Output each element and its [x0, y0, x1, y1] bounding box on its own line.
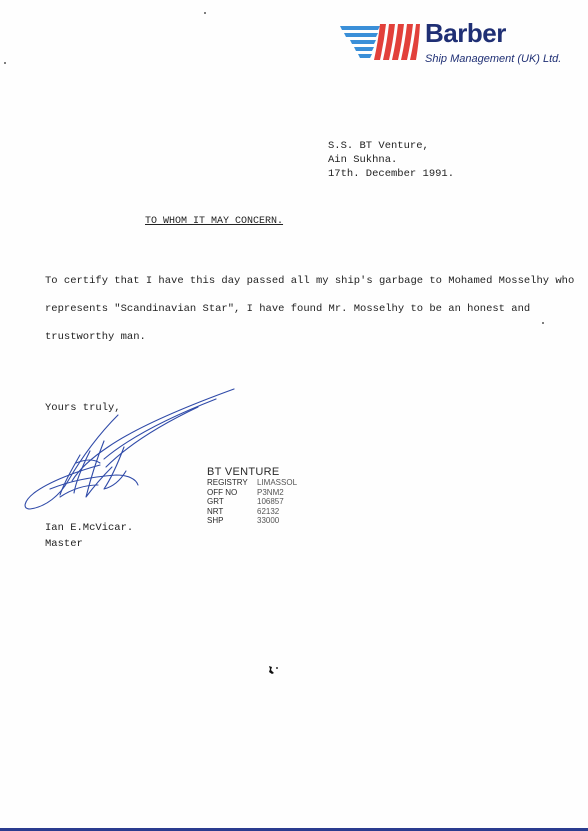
stamp-row — [207, 516, 297, 526]
address-line-location: Ain Sukhna. — [328, 154, 398, 166]
stamp-label: GRT — [207, 497, 224, 506]
paper-speck — [4, 62, 6, 64]
address-line-ship: S.S. BT Venture, — [328, 140, 429, 152]
ink-blot — [266, 664, 280, 676]
stamp-title: BT VENTURE — [207, 466, 280, 478]
stamp-label: SHP — [207, 516, 224, 525]
letter-heading: TO WHOM IT MAY CONCERN. — [145, 216, 284, 227]
body-line-1: To certify that I have this day passed all my ship's garbage to Mohamed Mosselhy who — [45, 275, 575, 287]
stamp-row — [207, 507, 297, 517]
closing: Yours truly, — [45, 402, 121, 414]
stamp-value: P3NM2 — [257, 487, 284, 497]
stamp-label: NRT — [207, 506, 224, 516]
paper-speck — [542, 322, 544, 324]
stamp-label: OFF NO — [207, 487, 238, 497]
stamp-value: 62132 — [257, 506, 280, 516]
stamp-value: 33000 — [257, 516, 280, 525]
stamp-row — [207, 478, 297, 488]
address-line-date: 17th. December 1991. — [328, 168, 455, 180]
body-line-3: trustworthy man. — [45, 331, 146, 343]
stamp-value: LIMASSOL — [257, 478, 298, 487]
stamp-value: 106857 — [257, 497, 284, 506]
address-block — [328, 139, 454, 181]
letter-body — [45, 267, 575, 351]
stamp-row — [207, 497, 297, 507]
ship-stamp — [207, 467, 297, 526]
signer-block — [45, 520, 133, 552]
stamp-label: REGISTRY — [207, 478, 248, 487]
company-name: Barber — [425, 18, 506, 48]
body-line-2: represents "Scandinavian Star", I have found Mr. Mosselhy to be an honest and — [45, 303, 531, 315]
barber-ship-logo-icon — [340, 20, 420, 64]
paper-speck — [204, 12, 206, 14]
company-subtitle: Ship Management (UK) Ltd. — [425, 53, 562, 65]
signer-title: Master — [45, 538, 83, 550]
signer-name: Ian E.McVicar. — [45, 522, 134, 534]
stamp-row — [207, 488, 297, 498]
